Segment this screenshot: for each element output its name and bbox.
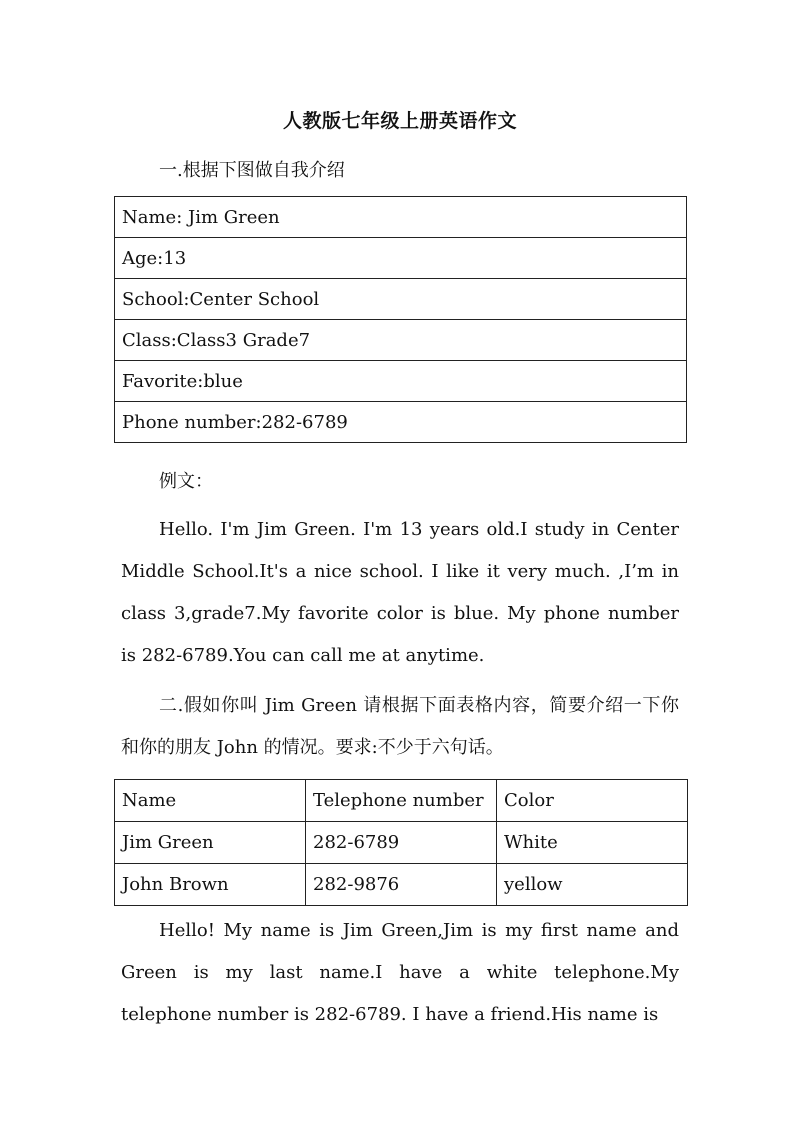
table-cell: yellow [497, 864, 688, 906]
example-label: 例文： [159, 471, 213, 492]
table-row [115, 320, 687, 361]
table-row [115, 402, 687, 443]
table-row [115, 238, 687, 279]
table-row [115, 279, 687, 320]
table-row [115, 822, 688, 864]
header-cell-color: Color [497, 780, 688, 822]
answer-paragraph: Hello! My name is Jim Green,Jim is my first name and Green is my last name.I have a white telephone.My telephone number is 282-6789. I have a friend.His name is [121, 920, 679, 1025]
table-row [115, 197, 687, 238]
table-cell: Favorite:blue [115, 361, 687, 402]
table-row [115, 864, 688, 906]
header-cell-name: Name [115, 780, 306, 822]
table-cell: 282-9876 [306, 864, 497, 906]
table-cell: White [497, 822, 688, 864]
table-cell: Class:Class3 Grade7 [115, 320, 687, 361]
table-cell: Name: Jim Green [115, 197, 687, 238]
table-cell: School:Center School [115, 279, 687, 320]
section1-heading: 一.根据下图做自我介绍 [159, 160, 345, 181]
table-header-row [115, 780, 688, 822]
contacts-table [114, 779, 688, 906]
table-cell: 282-6789 [306, 822, 497, 864]
example-paragraph: Hello. I'm Jim Green. I'm 13 years old.I study in Center Middle School.It's a nice school. I like it very much. ,I’m in class 3,grade7.My favorite color is blue. My phone number is 282-6789.You can call me at anytime. [121, 519, 679, 666]
table-cell: John Brown [115, 864, 306, 906]
table-row [115, 361, 687, 402]
table-cell: Phone number:282-6789 [115, 402, 687, 443]
document-title: 人教版七年级上册英语作文 [282, 110, 517, 132]
profile-table [114, 196, 687, 443]
section2-prompt: 二.假如你叫 Jim Green 请根据下面表格内容，简要介绍一下你和你的朋友 John 的情况。要求:不少于六句话。 [121, 695, 679, 758]
table-cell: Jim Green [115, 822, 306, 864]
table-cell: Age:13 [115, 238, 687, 279]
header-cell-telephone: Telephone number [306, 780, 497, 822]
